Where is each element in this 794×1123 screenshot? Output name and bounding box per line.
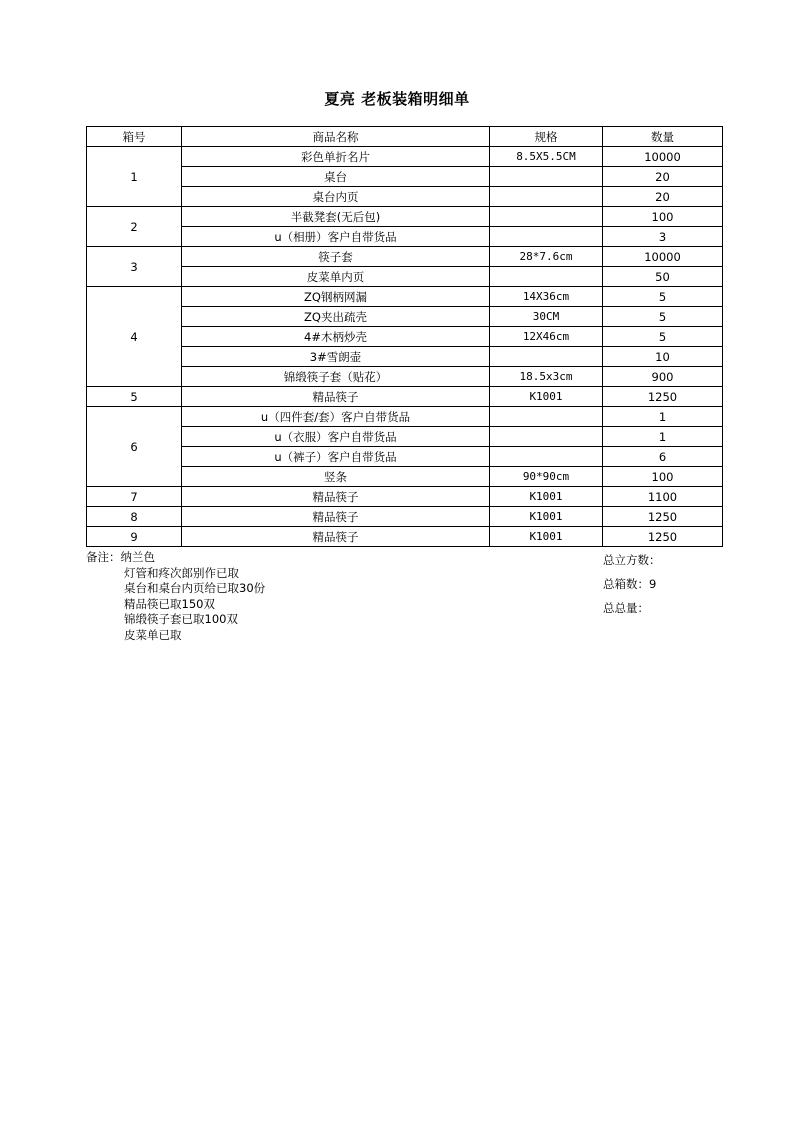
box-number-cell: 5: [87, 387, 182, 407]
quantity-cell: 1100: [603, 487, 723, 507]
product-name-cell: u（裤子）客户自带货品: [182, 447, 490, 467]
quantity-cell: 20: [603, 187, 723, 207]
quantity-cell: 5: [603, 287, 723, 307]
table-row: [87, 287, 723, 307]
packing-list-table: [86, 126, 723, 547]
table-row: [87, 227, 723, 247]
product-name-cell: 精品筷子: [182, 527, 490, 547]
quantity-cell: 100: [603, 467, 723, 487]
remarks-line: 纳兰色: [120, 550, 155, 564]
quantity-cell: 3: [603, 227, 723, 247]
spec-cell: K1001: [490, 387, 603, 407]
product-name-cell: 筷子套: [182, 247, 490, 267]
quantity-cell: 1250: [603, 527, 723, 547]
spec-cell: 90*90cm: [490, 467, 603, 487]
table-row: [87, 347, 723, 367]
product-name-cell: 精品筷子: [182, 387, 490, 407]
table-row: [87, 467, 723, 487]
product-name-cell: u（四件套/套）客户自带货品: [182, 407, 490, 427]
spec-cell: [490, 407, 603, 427]
quantity-cell: 1250: [603, 387, 723, 407]
spec-cell: [490, 167, 603, 187]
box-number-cell: 3: [87, 247, 182, 287]
table-row: [87, 167, 723, 187]
total-weight: 总总量：: [603, 601, 649, 615]
table-row: [87, 527, 723, 547]
spec-cell: 12X46cm: [490, 327, 603, 347]
quantity-cell: 1: [603, 427, 723, 447]
quantity-cell: 10: [603, 347, 723, 367]
product-name-cell: 桌台: [182, 167, 490, 187]
table-body: [87, 147, 723, 547]
product-name-cell: 精品筷子: [182, 507, 490, 527]
spec-cell: [490, 427, 603, 447]
spec-cell: [490, 227, 603, 247]
table-row: [87, 147, 723, 167]
table-row: [87, 387, 723, 407]
total-volume: 总立方数：: [603, 553, 661, 567]
product-name-cell: 4#木柄炒壳: [182, 327, 490, 347]
table-row: [87, 367, 723, 387]
table-header-row: [87, 127, 723, 147]
box-number-cell: 1: [87, 147, 182, 207]
remarks-line: 灯管和疼次郎别作已取: [124, 565, 239, 580]
total-boxes: 总箱数：9: [603, 577, 657, 591]
spec-cell: 8.5X5.5CM: [490, 147, 603, 167]
spec-cell: 28*7.6cm: [490, 247, 603, 267]
summary-block: [603, 548, 661, 620]
table-row: [87, 507, 723, 527]
product-name-cell: 3#雪朗壶: [182, 347, 490, 367]
quantity-cell: 10000: [603, 147, 723, 167]
table-row: [87, 447, 723, 467]
quantity-cell: 100: [603, 207, 723, 227]
product-name-cell: 锦缎筷子套（贴花）: [182, 367, 490, 387]
remarks-line: 精品筷已取150双: [124, 596, 215, 611]
spec-cell: [490, 187, 603, 207]
spec-cell: 14X36cm: [490, 287, 603, 307]
table-row: [87, 247, 723, 267]
box-number-cell: 2: [87, 207, 182, 247]
remarks-line: 皮菜单已取: [124, 627, 182, 642]
box-number-cell: 4: [87, 287, 182, 387]
table-row: [87, 407, 723, 427]
spec-cell: [490, 267, 603, 287]
table-row: [87, 267, 723, 287]
product-name-cell: 精品筷子: [182, 487, 490, 507]
spec-cell: [490, 347, 603, 367]
spec-cell: 30CM: [490, 307, 603, 327]
product-name-cell: ZQ钢柄网漏: [182, 287, 490, 307]
spec-cell: K1001: [490, 507, 603, 527]
table-row: [87, 207, 723, 227]
quantity-cell: 900: [603, 367, 723, 387]
remarks-first-line: [86, 550, 265, 566]
table-row: [87, 307, 723, 327]
product-name-cell: ZQ夹出疏壳: [182, 307, 490, 327]
product-name-cell: 半截凳套(无后包): [182, 207, 490, 227]
remarks-line: 桌台和桌台内页给已取30份: [124, 581, 266, 595]
remarks-line: 锦缎筷子套已取100双: [124, 612, 238, 626]
quantity-cell: 5: [603, 327, 723, 347]
spec-cell: 18.5x3cm: [490, 367, 603, 387]
quantity-cell: 6: [603, 447, 723, 467]
header-product-name: 商品名称: [182, 127, 490, 147]
document-title: 夏亮 老板装箱明细单: [324, 90, 470, 108]
header-spec: 规格: [490, 127, 603, 147]
header-box-no: 箱号: [87, 127, 182, 147]
spec-cell: [490, 447, 603, 467]
spec-cell: K1001: [490, 527, 603, 547]
product-name-cell: 皮菜单内页: [182, 267, 490, 287]
product-name-cell: 竖条: [182, 467, 490, 487]
quantity-cell: 1250: [603, 507, 723, 527]
quantity-cell: 10000: [603, 247, 723, 267]
quantity-cell: 5: [603, 307, 723, 327]
box-number-cell: 9: [87, 527, 182, 547]
quantity-cell: 1: [603, 407, 723, 427]
table-row: [87, 487, 723, 507]
spec-cell: [490, 207, 603, 227]
box-number-cell: 8: [87, 507, 182, 527]
spec-cell: K1001: [490, 487, 603, 507]
product-name-cell: u（相册）客户自带货品: [182, 227, 490, 247]
table-row: [87, 427, 723, 447]
remarks-label: 备注：: [86, 550, 121, 564]
quantity-cell: 20: [603, 167, 723, 187]
quantity-cell: 50: [603, 267, 723, 287]
box-number-cell: 7: [87, 487, 182, 507]
header-quantity: 数量: [603, 127, 723, 147]
remarks-block: [86, 550, 265, 643]
table-row: [87, 327, 723, 347]
product-name-cell: u（衣服）客户自带货品: [182, 427, 490, 447]
product-name-cell: 彩色单折名片: [182, 147, 490, 167]
box-number-cell: 6: [87, 407, 182, 487]
product-name-cell: 桌台内页: [182, 187, 490, 207]
table-row: [87, 187, 723, 207]
